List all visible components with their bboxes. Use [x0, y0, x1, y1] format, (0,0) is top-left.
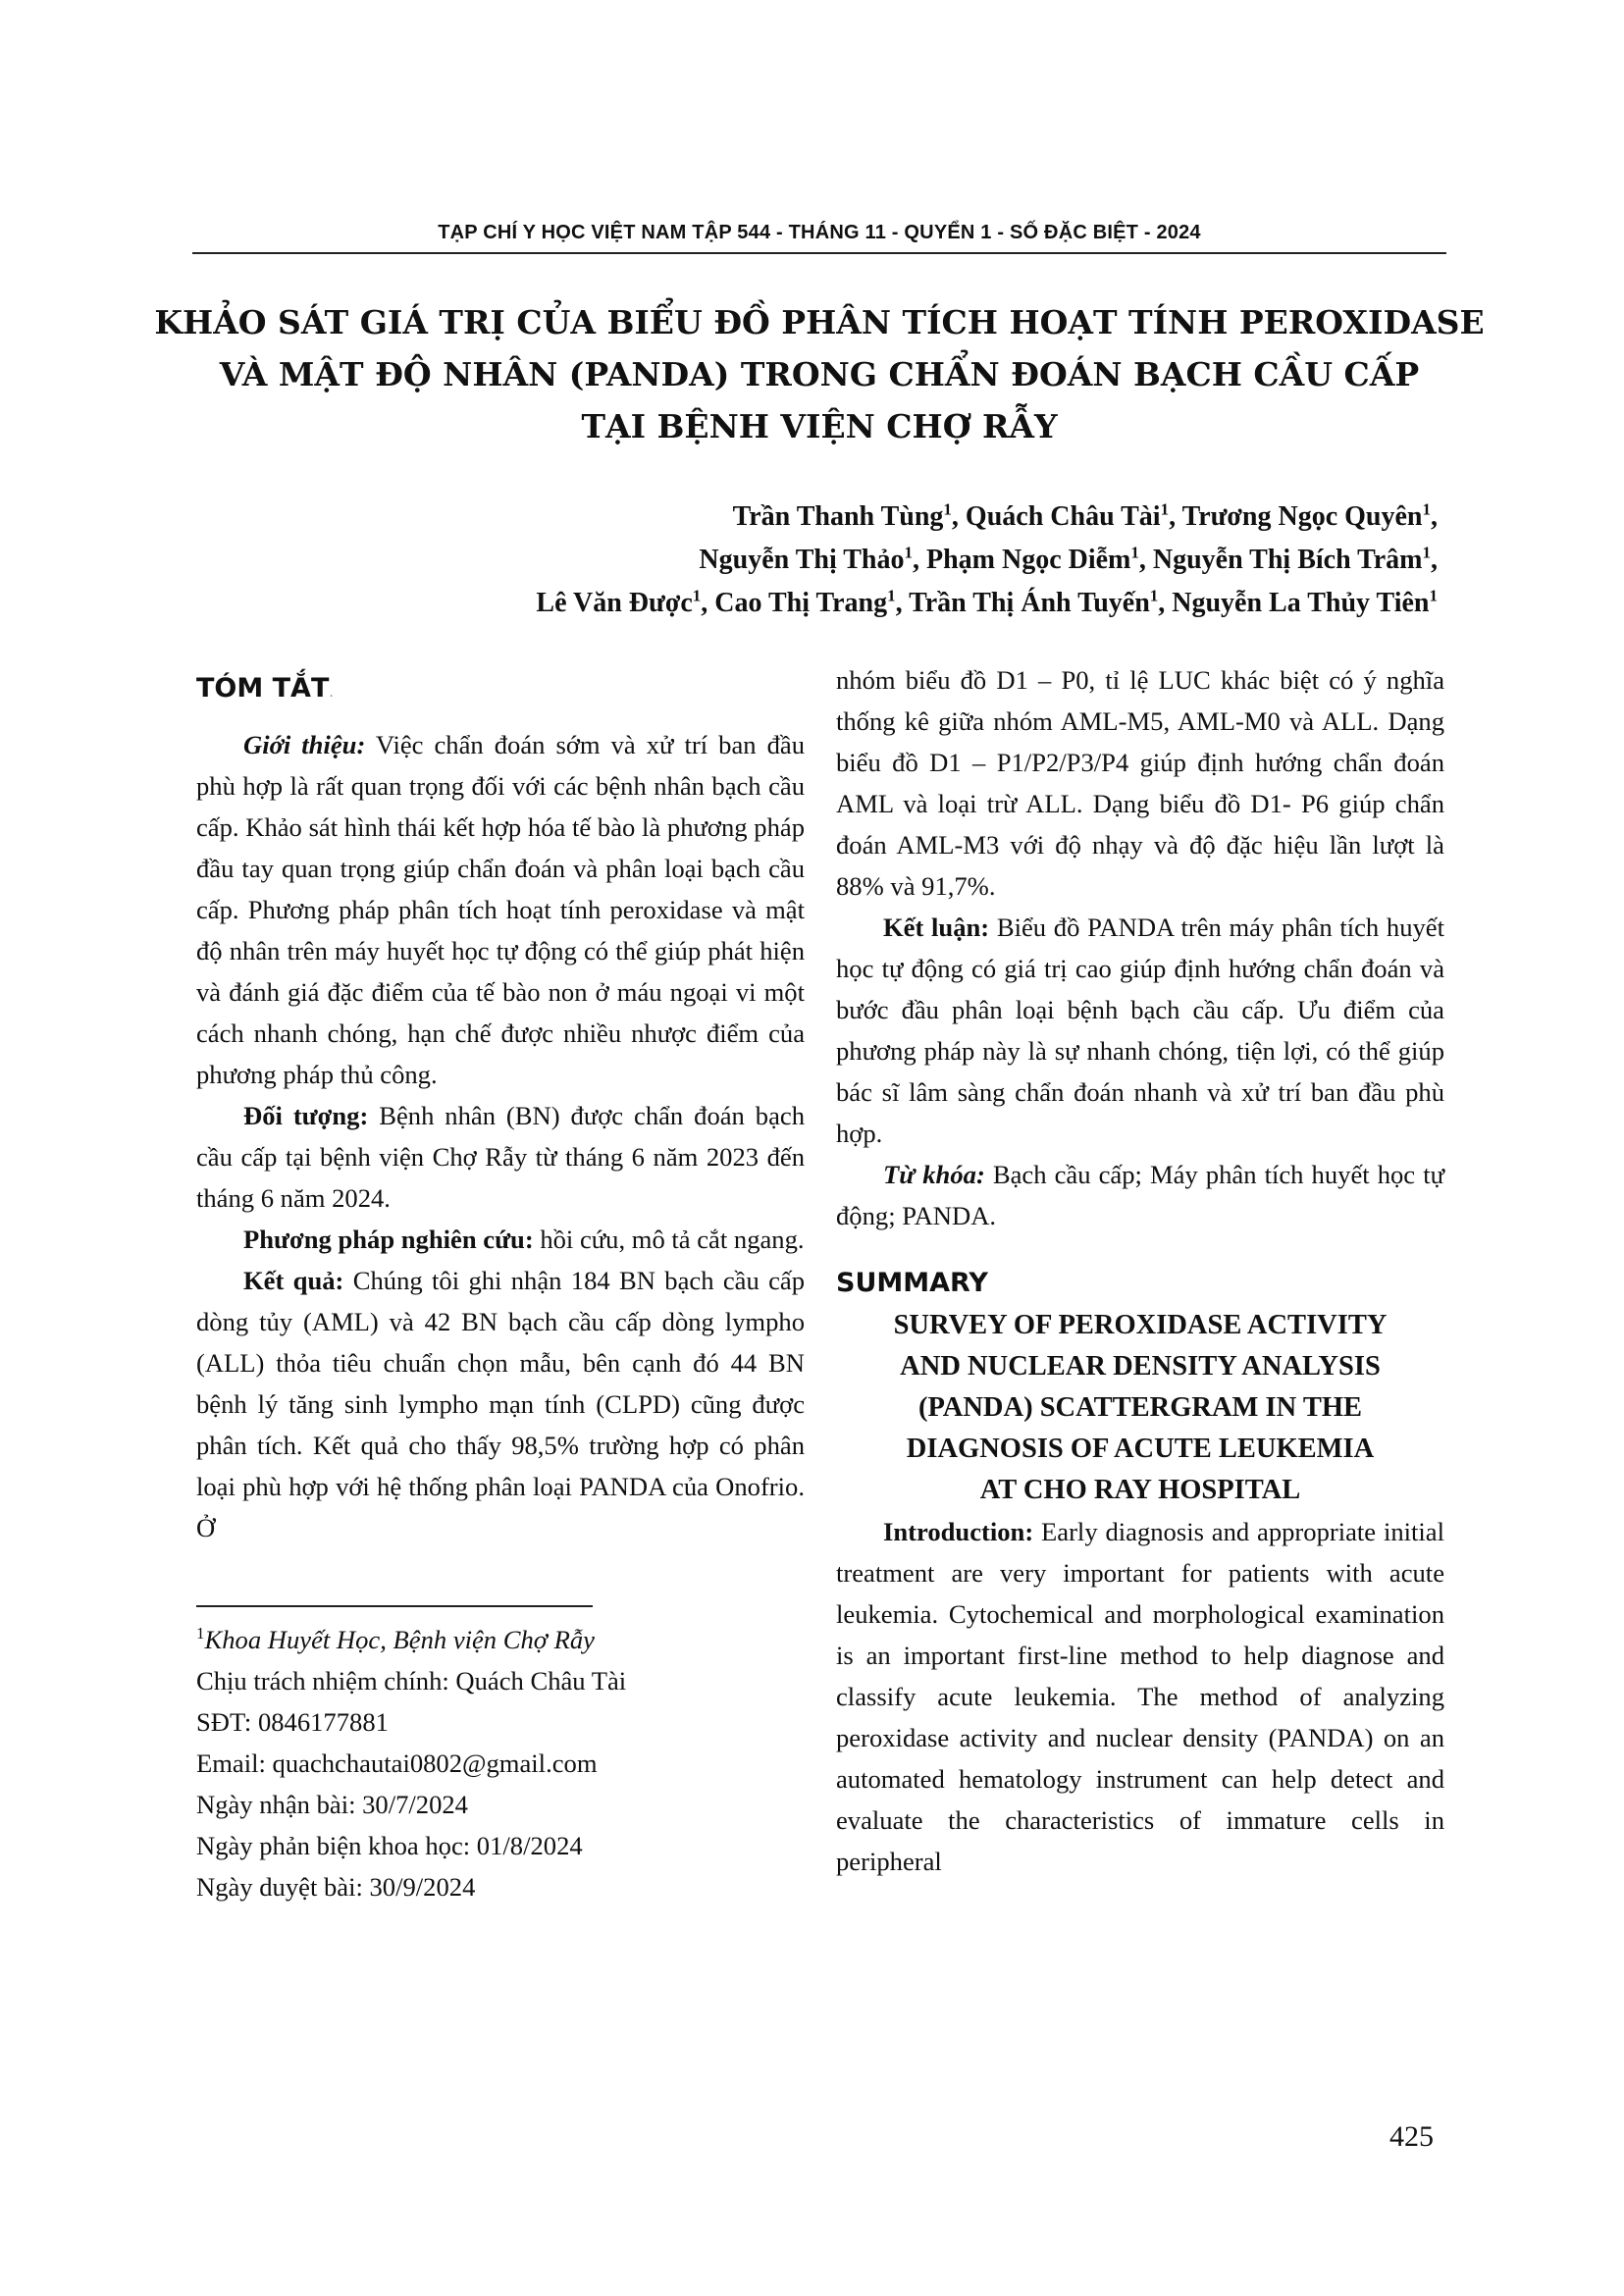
result-text: Chúng tôi ghi nhận 184 BN bạch cầu cấp dòng tủy (AML) và 42 BN bạch cầu cấp dòng lympho (ALL) thỏa tiêu chuẩn chọn mẫu, bên cạnh đó 44 BN bệnh lý tăng sinh lympho mạn tính (CLPD) cũng được phân tích. Kết quả cho thấy 98,5% trường hợp có phân loại phù hợp với hệ thống phân loại PANDA của Onofrio. Ở	[196, 1266, 805, 1542]
author-affiliation-mark: 1	[887, 586, 896, 605]
author-separator: ,	[1431, 501, 1438, 532]
author-name: Nguyễn La Thủy Tiên	[1172, 588, 1430, 618]
journal-header: TẠP CHÍ Y HỌC VIỆT NAM TẬP 544 - THÁNG 11 - QUYỂN 1 - SỐ ĐẶC BIỆT - 2024	[438, 222, 1201, 243]
author-affiliation-mark: 1	[1149, 586, 1159, 605]
header-rule	[192, 252, 1446, 254]
footnote-affiliation	[196, 1619, 805, 1660]
abstract-result-continued: nhóm biểu đồ D1 – P0, tỉ lệ LUC khác biệt có ý nghĩa thống kê giữa nhóm AML-M5, AML-M0 và ALL. Dạng biểu đồ D1 – P1/P2/P3/P4 giúp định hướng chẩn đoán AML và loại trừ ALL. Dạng biểu đồ D1- P6 giúp chẩn đoán AML-M3 với độ nhạy và độ đặc hiệu lần lượt là 88% và 91,7%.	[836, 665, 1444, 901]
title-line-2: VÀ MẬT ĐỘ NHÂN (PANDA) TRONG CHẨN ĐOÁN BẠCH CẦU CẤP	[219, 355, 1420, 393]
abstract-intro	[196, 724, 805, 1095]
author-name: Trần Thị Ánh Tuyến	[909, 588, 1150, 618]
author-separator: ,	[912, 545, 926, 575]
author-name: Phạm Ngọc Diễm	[925, 545, 1131, 575]
title-line-1: KHẢO SÁT GIÁ TRỊ CỦA BIỂU ĐỒ PHÂN TÍCH HOẠT TÍNH PEROXIDASE	[154, 303, 1485, 341]
author-affiliation-mark: 1	[1422, 499, 1431, 519]
summary-intro-label: Introduction:	[883, 1517, 1034, 1546]
author-name: Trần Thanh Tùng	[732, 501, 944, 532]
footnote-reviewed: Ngày phản biện khoa học: 01/8/2024	[196, 1831, 583, 1860]
section-spacer	[836, 1236, 1444, 1264]
affiliation-text: Khoa Huyết Học, Bệnh viện Chợ Rẫy	[204, 1625, 595, 1654]
english-title-line-1: SURVEY OF PEROXIDASE ACTIVITY	[893, 1310, 1388, 1340]
author-separator: ,	[1138, 545, 1153, 575]
summary-heading: SUMMARY	[836, 1268, 988, 1298]
english-title	[836, 1305, 1444, 1511]
author-affiliation-mark: 1	[692, 586, 702, 605]
author-separator: ,	[701, 588, 715, 618]
author-separator: ,	[1431, 545, 1438, 575]
page-number: 425	[1389, 2120, 1434, 2153]
footnote-rule	[196, 1605, 593, 1607]
footnote-email: Email: quachchautai0802@gmail.com	[196, 1748, 598, 1778]
result-label: Kết quả:	[243, 1266, 344, 1295]
footnote-received: Ngày nhận bài: 30/7/2024	[196, 1790, 468, 1819]
footnote-phone: SĐT: 0846177881	[196, 1707, 389, 1737]
english-title-line-3: (PANDA) SCATTERGRAM IN THE	[917, 1392, 1363, 1423]
affiliation-mark: 1	[196, 1624, 205, 1644]
keywords-label: Từ khóa:	[883, 1160, 985, 1189]
abstract-result	[196, 1260, 805, 1548]
subject-text: Bệnh nhân (BN) được chẩn đoán bạch cầu cấp tại bệnh viện Chợ Rẫy từ tháng 6 năm 2023 đến tháng 6 năm 2024.	[196, 1101, 805, 1213]
abstract-heading-text: TÓM TẮT	[196, 673, 330, 704]
abstract-keywords	[836, 1154, 1444, 1236]
title-line-3: TẠI BỆNH VIỆN CHỢ RẪY	[581, 407, 1058, 445]
conclusion-text: Biểu đồ PANDA trên máy phân tích huyết học tự động có giá trị cao giúp định hướng chẩn đoán và bước đầu phân loại bệnh bạch cầu cấp. Ưu điểm của phương pháp này là sự nhanh chóng, tiện lợi, có thể giúp bác sĩ lâm sàng chẩn đoán nhanh và xử trí ban đầu phù hợp.	[836, 913, 1445, 1148]
abstract-method	[196, 1219, 805, 1260]
author-line-1	[162, 496, 1438, 539]
right-column	[836, 659, 1444, 1882]
footnote	[196, 1619, 805, 1907]
footnote-accepted: Ngày duyệt bài: 30/9/2024	[196, 1872, 476, 1902]
english-title-line-4: DIAGNOSIS OF ACUTE LEUKEMIA	[906, 1434, 1375, 1464]
author-line-2	[162, 539, 1438, 582]
author-name: Quách Châu Tài	[965, 501, 1161, 532]
article-title	[147, 296, 1492, 452]
author-name: Trương Ngọc Quyên	[1181, 501, 1423, 532]
author-separator: ,	[1158, 588, 1173, 618]
intro-text: Việc chẩn đoán sớm và xử trí ban đầu phù hợp là rất quan trọng đối với các bệnh nhân bạch cầu cấp. Khảo sát hình thái kết hợp hóa tế bào là phương pháp đầu tay quan trọng giúp chẩn đoán và phân loại bạch cầu cấp. Phương pháp phân tích hoạt tính peroxidase và mật độ nhân trên máy huyết học tự động có thể giúp phát hiện và đánh giá đặc điểm của tế bào non ở máu ngoại vi một cách nhanh chóng, hạn chế được nhiều nhược điểm của phương pháp thủ công.	[196, 730, 805, 1089]
abstract-heading	[196, 669, 805, 712]
author-affiliation-mark: 1	[904, 543, 913, 562]
abstract-subject	[196, 1095, 805, 1219]
author-line-3	[162, 582, 1438, 625]
summary-intro-text: Early diagnosis and appropriate initial treatment are very important for patients with acute leukemia. Cytochemical and morphological examination is an important first-line method to help diagnose and classify acute leukemia. The method of analyzing peroxidase activity and nuclear density (PANDA) on an automated hematology instrument can help detect and evaluate the characteristics of immature cells in peripheral	[836, 1517, 1444, 1876]
author-affiliation-mark: 1	[1429, 586, 1438, 605]
author-affiliation-mark: 1	[1422, 543, 1431, 562]
method-text: hồi cứu, mô tả cắt ngang.	[533, 1225, 805, 1254]
english-title-line-5: AT CHO RAY HOSPITAL	[979, 1475, 1301, 1505]
author-name: Nguyễn Thị Thảo	[699, 545, 905, 575]
method-label: Phương pháp nghiên cứu:	[243, 1225, 534, 1254]
author-affiliation-mark: 1	[1130, 543, 1139, 562]
author-list	[162, 496, 1438, 625]
author-separator: ,	[951, 501, 966, 532]
footnote-responsible: Chịu trách nhiệm chính: Quách Châu Tài	[196, 1666, 627, 1696]
subject-label: Đối tượng:	[243, 1101, 369, 1130]
keywords-text: Bạch cầu cấp; Máy phân tích huyết học tự động; PANDA.	[836, 1160, 1444, 1230]
author-name: Lê Văn Được	[536, 588, 693, 618]
author-name: Nguyễn Thị Bích Trâm	[1152, 545, 1423, 575]
author-affiliation-mark: 1	[1160, 499, 1170, 519]
author-name: Cao Thị Trang	[714, 588, 888, 618]
author-affiliation-mark: 1	[943, 499, 952, 519]
english-title-line-2: AND NUCLEAR DENSITY ANALYSIS	[900, 1351, 1381, 1382]
abstract-heading-dot: .	[329, 685, 334, 701]
summary-intro	[836, 1511, 1444, 1882]
intro-label: Giới thiệu:	[243, 730, 366, 759]
author-separator: ,	[1169, 501, 1182, 532]
author-separator: ,	[895, 588, 910, 618]
conclusion-label: Kết luận:	[883, 913, 990, 942]
left-column	[196, 659, 805, 1907]
abstract-conclusion	[836, 907, 1444, 1154]
